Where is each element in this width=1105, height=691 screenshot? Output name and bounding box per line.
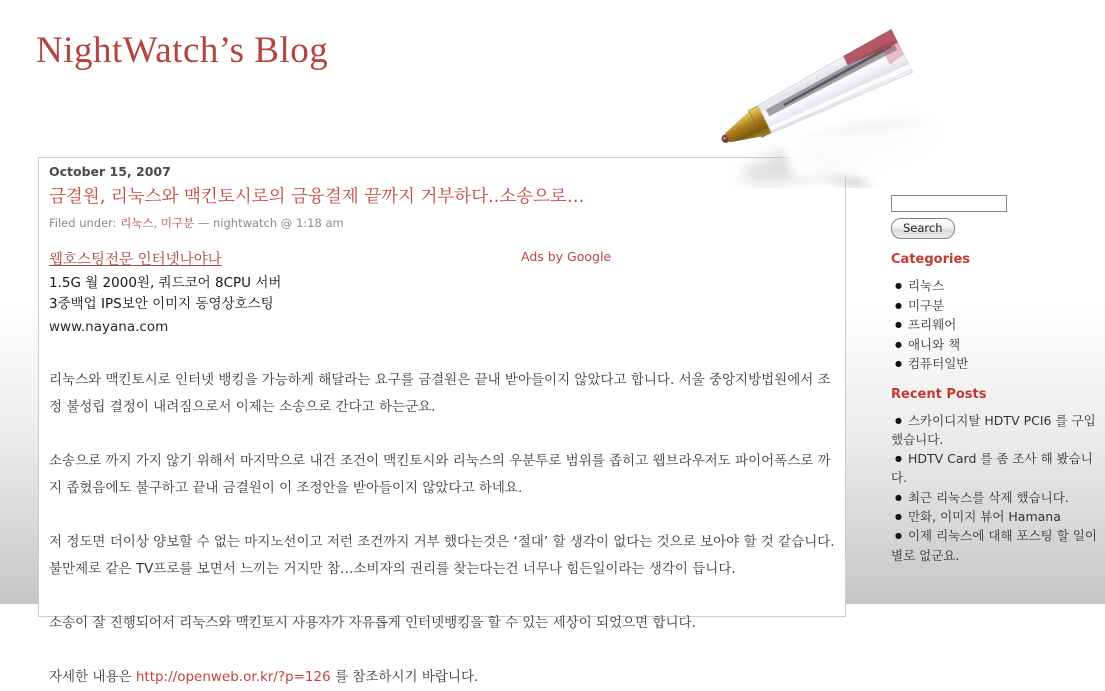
post-paragraph: 소송이 잘 진행되어서 리눅스와 맥킨토시 사용자가 자유롭게 인터넷뱅킹을 할 수 있는 세상이 되었으면 합니다.	[49, 615, 696, 631]
ad-description-line: 1.5G 월 2000원, 쿼드코어 8CPU 서버	[49, 275, 282, 291]
recent-posts-list	[891, 411, 1103, 565]
post-paragraph: 리눅스와 맥킨토시로 인터넷 뱅킹을 가능하게 해달라는 요구를 금결원은 끝내 받아들이지 않았다고 합니다. 서울 중앙지방법원에서 조정 불성립 결정이 내려짐으로서 이제는 소송으로 간다고 하는군요.	[49, 372, 831, 415]
search-button[interactable]: Search	[891, 218, 955, 239]
category-link-linux[interactable]: 리눅스	[120, 216, 154, 230]
post-date: October 15, 2007	[49, 164, 171, 179]
ads-by-google-label[interactable]: Ads by Google	[521, 249, 612, 264]
sidebar-category-item[interactable]: ● 프리웨어	[891, 315, 1103, 335]
categories-list	[891, 276, 1103, 374]
categories-heading: Categories	[891, 252, 971, 267]
recent-posts-heading: Recent Posts	[891, 386, 987, 402]
post-paragraph: 저 정도면 더이상 양보할 수 없는 마지노선이고 저런 조건까지 거부 했다는것은 ‘절대’ 할 생각이 없다는 것으로 보아야 할 것 같습니다. 불만제로 같은 TV프로를 보면서 느끼는 거지만 참…소비자의 권리를 찾는다는건 너무나 힘든일이라는 생각이 듭니다.	[49, 534, 835, 577]
recent-post-item[interactable]: ● HDTV Card 를 좀 조사 해 봤습니다.	[891, 449, 1103, 488]
openweb-link[interactable]: http://openweb.or.kr/?p=126	[135, 669, 331, 685]
sidebar-category-item[interactable]: ● 미구분	[891, 296, 1103, 316]
post-paragraph-with-link	[49, 664, 837, 691]
google-ad-unit	[49, 248, 837, 335]
sidebar-category-item[interactable]: ● 애니와 책	[891, 335, 1103, 355]
link-paragraph-prefix: 자세한 내용은	[49, 669, 136, 685]
recent-post-item[interactable]: ● 최근 리눅스를 삭제 했습니다.	[891, 488, 1103, 507]
post-body	[49, 367, 837, 691]
recent-post-item[interactable]: ● 만화, 이미지 뷰어 Hamana	[891, 507, 1103, 526]
ad-url[interactable]: www.nayana.com	[49, 319, 169, 335]
sidebar-category-item[interactable]: ● 컴퓨터일반	[891, 354, 1103, 374]
ad-title-link[interactable]: 웹호스팅전문 인터넷나야나	[49, 252, 222, 268]
post-container	[38, 157, 846, 685]
blog-title[interactable]: NightWatch’s Blog	[36, 30, 329, 71]
post-meta	[49, 215, 837, 231]
filed-separator: ,	[153, 216, 158, 230]
search-input[interactable]	[891, 195, 1007, 212]
recent-post-item[interactable]: ● 스카이디지탈 HDTV PCI6 를 구입했습니다.	[891, 411, 1103, 450]
sidebar-category-item[interactable]: ● 리눅스	[891, 276, 1103, 296]
link-paragraph-suffix: 를 참조하시기 바랍니다.	[330, 669, 479, 685]
post-title-link[interactable]: 금결원, 리눅스와 맥킨토시로의 금융결제 끝까지 거부하다..소송으로…	[49, 187, 585, 207]
category-link-migubun[interactable]: 미구분	[160, 216, 195, 230]
filed-under-label: Filed under:	[49, 216, 117, 230]
post-paragraph: 소송으로 까지 가지 않기 위해서 마지막으로 내건 조건이 맥킨토시와 리눅스의 우분투로 범위를 좁히고 웹브라우저도 파이어폭스로 까지 좁혔음에도 불구하고 끝내 금결원이 이 조정안을 받아들이지 않았다고 하네요.	[49, 453, 831, 496]
ad-description-line: 3중백업 IPS보안 이미지 동영상호스팅	[49, 296, 274, 312]
recent-post-item[interactable]: ● 이제 리눅스에 대해 포스팅 할 일이 별로 없군요.	[891, 526, 1103, 565]
sidebar	[891, 195, 1103, 565]
post-author-time: — nightwatch @ 1:18 am	[197, 216, 344, 230]
